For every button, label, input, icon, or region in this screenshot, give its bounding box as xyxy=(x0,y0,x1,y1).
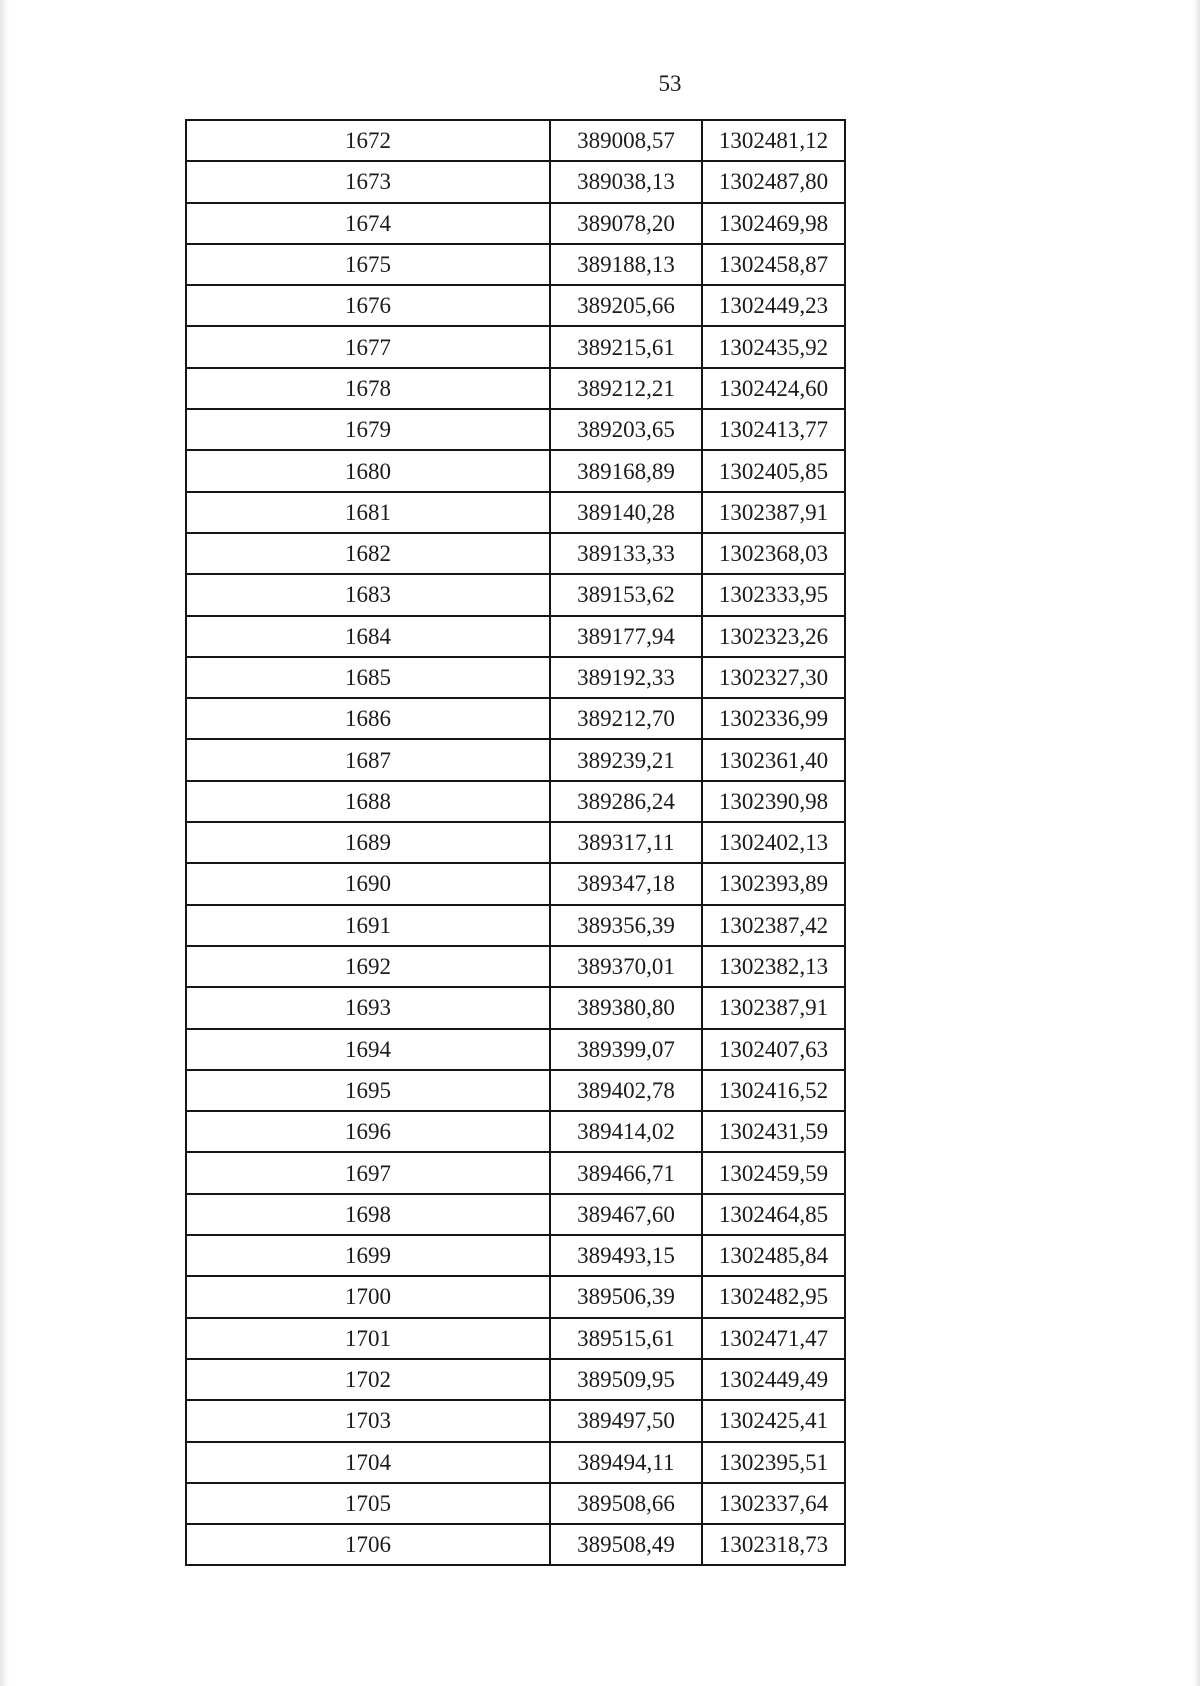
y-coordinate-cell: 1302393,89 xyxy=(702,863,845,904)
table-row xyxy=(186,285,845,326)
y-coordinate-cell: 1302318,73 xyxy=(702,1524,845,1565)
table-row xyxy=(186,657,845,698)
y-coordinate-cell: 1302485,84 xyxy=(702,1235,845,1276)
x-coordinate-cell: 389356,39 xyxy=(550,905,702,946)
table-row xyxy=(186,1029,845,1070)
table-row xyxy=(186,203,845,244)
x-coordinate-cell: 389203,65 xyxy=(550,409,702,450)
y-coordinate-cell: 1302368,03 xyxy=(702,533,845,574)
table-row xyxy=(186,244,845,285)
x-coordinate-cell: 389402,78 xyxy=(550,1070,702,1111)
table-row xyxy=(186,368,845,409)
table-row xyxy=(186,1318,845,1359)
x-coordinate-cell: 389177,94 xyxy=(550,616,702,657)
table-row xyxy=(186,905,845,946)
scan-edge-left xyxy=(0,0,10,1686)
x-coordinate-cell: 389467,60 xyxy=(550,1194,702,1235)
point-number-cell: 1705 xyxy=(186,1483,550,1524)
table-row xyxy=(186,1070,845,1111)
point-number-cell: 1693 xyxy=(186,987,550,1028)
point-number-cell: 1703 xyxy=(186,1400,550,1441)
point-number-cell: 1697 xyxy=(186,1152,550,1193)
table-row xyxy=(186,1483,845,1524)
x-coordinate-cell: 389215,61 xyxy=(550,326,702,367)
table-row xyxy=(186,1359,845,1400)
point-number-cell: 1687 xyxy=(186,739,550,780)
point-number-cell: 1701 xyxy=(186,1318,550,1359)
point-number-cell: 1695 xyxy=(186,1070,550,1111)
point-number-cell: 1690 xyxy=(186,863,550,904)
point-number-cell: 1674 xyxy=(186,203,550,244)
table-row xyxy=(186,450,845,491)
table-row xyxy=(186,1400,845,1441)
point-number-cell: 1699 xyxy=(186,1235,550,1276)
table-row xyxy=(186,409,845,450)
point-number-cell: 1678 xyxy=(186,368,550,409)
x-coordinate-cell: 389205,66 xyxy=(550,285,702,326)
point-number-cell: 1706 xyxy=(186,1524,550,1565)
point-number-cell: 1672 xyxy=(186,120,550,161)
y-coordinate-cell: 1302487,80 xyxy=(702,161,845,202)
y-coordinate-cell: 1302387,91 xyxy=(702,987,845,1028)
x-coordinate-cell: 389506,39 xyxy=(550,1276,702,1317)
x-coordinate-cell: 389497,50 xyxy=(550,1400,702,1441)
table-row xyxy=(186,698,845,739)
table-row xyxy=(186,574,845,615)
y-coordinate-cell: 1302333,95 xyxy=(702,574,845,615)
point-number-cell: 1692 xyxy=(186,946,550,987)
x-coordinate-cell: 389466,71 xyxy=(550,1152,702,1193)
point-number-cell: 1686 xyxy=(186,698,550,739)
y-coordinate-cell: 1302416,52 xyxy=(702,1070,845,1111)
x-coordinate-cell: 389508,49 xyxy=(550,1524,702,1565)
y-coordinate-cell: 1302337,64 xyxy=(702,1483,845,1524)
table-row xyxy=(186,1235,845,1276)
x-coordinate-cell: 389212,70 xyxy=(550,698,702,739)
table-row xyxy=(186,1442,845,1483)
table-row xyxy=(186,1194,845,1235)
point-number-cell: 1688 xyxy=(186,781,550,822)
table-row xyxy=(186,863,845,904)
x-coordinate-cell: 389286,24 xyxy=(550,781,702,822)
point-number-cell: 1676 xyxy=(186,285,550,326)
y-coordinate-cell: 1302449,23 xyxy=(702,285,845,326)
x-coordinate-cell: 389008,57 xyxy=(550,120,702,161)
point-number-cell: 1702 xyxy=(186,1359,550,1400)
point-number-cell: 1684 xyxy=(186,616,550,657)
x-coordinate-cell: 389192,33 xyxy=(550,657,702,698)
point-number-cell: 1685 xyxy=(186,657,550,698)
table-row xyxy=(186,1111,845,1152)
point-number-cell: 1694 xyxy=(186,1029,550,1070)
table-row xyxy=(186,492,845,533)
y-coordinate-cell: 1302425,41 xyxy=(702,1400,845,1441)
table-row xyxy=(186,987,845,1028)
point-number-cell: 1681 xyxy=(186,492,550,533)
point-number-cell: 1673 xyxy=(186,161,550,202)
point-number-cell: 1680 xyxy=(186,450,550,491)
y-coordinate-cell: 1302382,13 xyxy=(702,946,845,987)
point-number-cell: 1675 xyxy=(186,244,550,285)
y-coordinate-cell: 1302327,30 xyxy=(702,657,845,698)
x-coordinate-cell: 389494,11 xyxy=(550,1442,702,1483)
point-number-cell: 1677 xyxy=(186,326,550,367)
y-coordinate-cell: 1302405,85 xyxy=(702,450,845,491)
point-number-cell: 1691 xyxy=(186,905,550,946)
y-coordinate-cell: 1302464,85 xyxy=(702,1194,845,1235)
y-coordinate-cell: 1302323,26 xyxy=(702,616,845,657)
y-coordinate-cell: 1302361,40 xyxy=(702,739,845,780)
table-row xyxy=(186,739,845,780)
point-number-cell: 1700 xyxy=(186,1276,550,1317)
x-coordinate-cell: 389508,66 xyxy=(550,1483,702,1524)
y-coordinate-cell: 1302424,60 xyxy=(702,368,845,409)
table-row xyxy=(186,781,845,822)
x-coordinate-cell: 389212,21 xyxy=(550,368,702,409)
table-row xyxy=(186,946,845,987)
table-row xyxy=(186,1524,845,1565)
x-coordinate-cell: 389380,80 xyxy=(550,987,702,1028)
point-number-cell: 1698 xyxy=(186,1194,550,1235)
y-coordinate-cell: 1302413,77 xyxy=(702,409,845,450)
y-coordinate-cell: 1302402,13 xyxy=(702,822,845,863)
table-row xyxy=(186,1276,845,1317)
coordinates-table-body xyxy=(186,120,845,1565)
x-coordinate-cell: 389239,21 xyxy=(550,739,702,780)
table-row xyxy=(186,161,845,202)
y-coordinate-cell: 1302481,12 xyxy=(702,120,845,161)
y-coordinate-cell: 1302471,47 xyxy=(702,1318,845,1359)
x-coordinate-cell: 389317,11 xyxy=(550,822,702,863)
x-coordinate-cell: 389493,15 xyxy=(550,1235,702,1276)
x-coordinate-cell: 389414,02 xyxy=(550,1111,702,1152)
x-coordinate-cell: 389133,33 xyxy=(550,533,702,574)
y-coordinate-cell: 1302395,51 xyxy=(702,1442,845,1483)
table-row xyxy=(186,120,845,161)
x-coordinate-cell: 389188,13 xyxy=(550,244,702,285)
x-coordinate-cell: 389153,62 xyxy=(550,574,702,615)
x-coordinate-cell: 389509,95 xyxy=(550,1359,702,1400)
y-coordinate-cell: 1302449,49 xyxy=(702,1359,845,1400)
table-row xyxy=(186,616,845,657)
y-coordinate-cell: 1302387,42 xyxy=(702,905,845,946)
y-coordinate-cell: 1302390,98 xyxy=(702,781,845,822)
x-coordinate-cell: 389515,61 xyxy=(550,1318,702,1359)
y-coordinate-cell: 1302387,91 xyxy=(702,492,845,533)
table-row xyxy=(186,822,845,863)
point-number-cell: 1689 xyxy=(186,822,550,863)
y-coordinate-cell: 1302435,92 xyxy=(702,326,845,367)
y-coordinate-cell: 1302407,63 xyxy=(702,1029,845,1070)
y-coordinate-cell: 1302469,98 xyxy=(702,203,845,244)
x-coordinate-cell: 389168,89 xyxy=(550,450,702,491)
x-coordinate-cell: 389347,18 xyxy=(550,863,702,904)
table-row xyxy=(186,533,845,574)
y-coordinate-cell: 1302482,95 xyxy=(702,1276,845,1317)
coordinates-table xyxy=(185,119,846,1566)
point-number-cell: 1696 xyxy=(186,1111,550,1152)
page-number: 53 xyxy=(658,71,682,96)
table-row xyxy=(186,1152,845,1193)
y-coordinate-cell: 1302336,99 xyxy=(702,698,845,739)
x-coordinate-cell: 389370,01 xyxy=(550,946,702,987)
table-row xyxy=(186,326,845,367)
point-number-cell: 1704 xyxy=(186,1442,550,1483)
y-coordinate-cell: 1302458,87 xyxy=(702,244,845,285)
x-coordinate-cell: 389140,28 xyxy=(550,492,702,533)
x-coordinate-cell: 389399,07 xyxy=(550,1029,702,1070)
point-number-cell: 1682 xyxy=(186,533,550,574)
point-number-cell: 1679 xyxy=(186,409,550,450)
y-coordinate-cell: 1302459,59 xyxy=(702,1152,845,1193)
y-coordinate-cell: 1302431,59 xyxy=(702,1111,845,1152)
point-number-cell: 1683 xyxy=(186,574,550,615)
x-coordinate-cell: 389078,20 xyxy=(550,203,702,244)
scan-edge-right xyxy=(1192,0,1200,1686)
x-coordinate-cell: 389038,13 xyxy=(550,161,702,202)
